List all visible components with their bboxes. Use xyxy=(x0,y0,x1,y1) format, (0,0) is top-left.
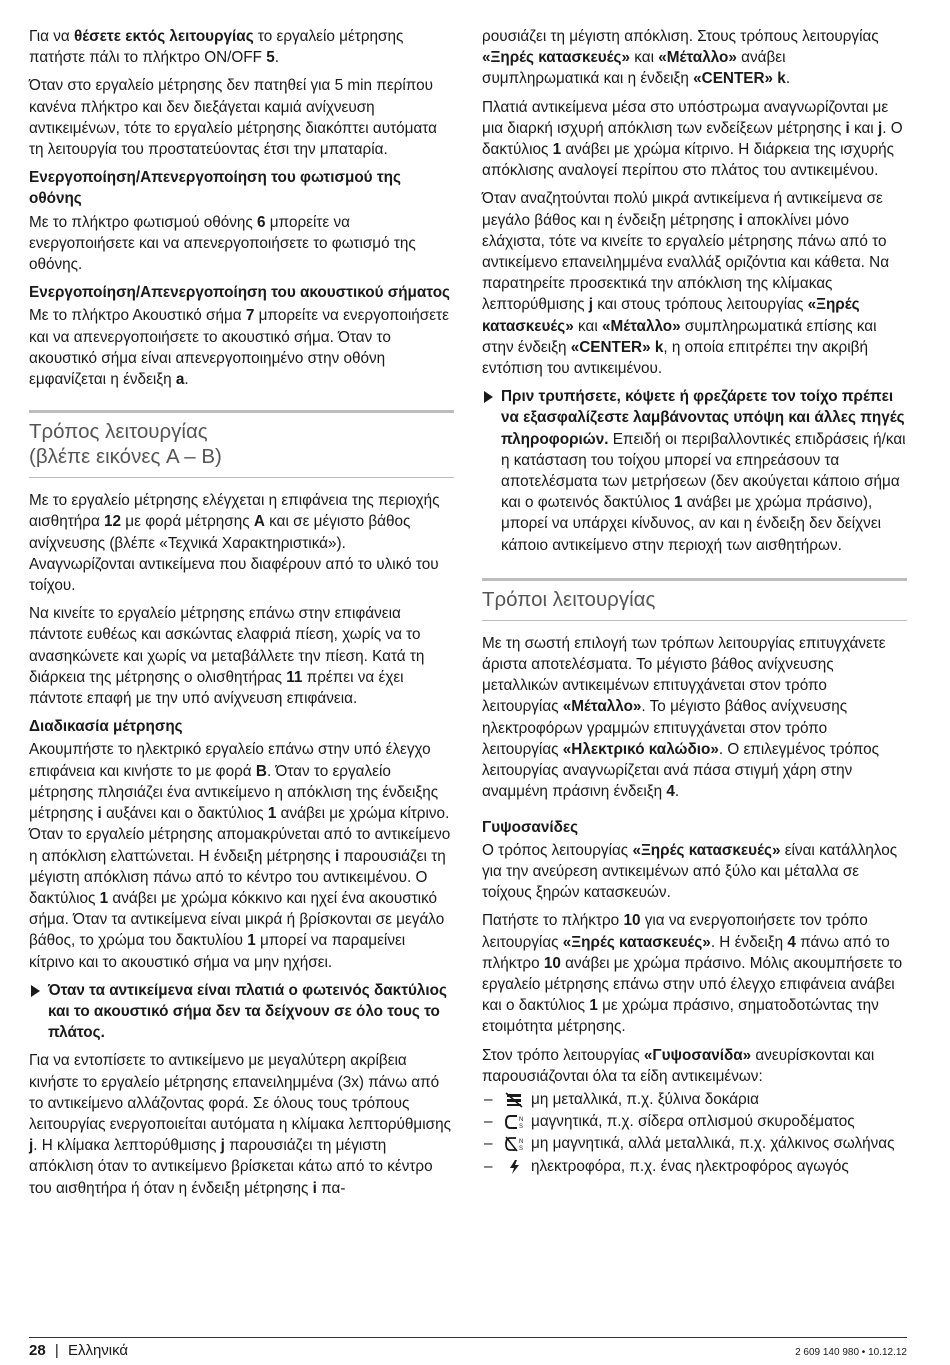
arrow-bullet-icon xyxy=(31,985,40,997)
paragraph-center-display: ρουσιάζει τη μέγιστη απόκλιση. Στους τρόπους λειτουργίας «Ξηρές κατασκευές» και «Μέταλλο» ανάβει συμπληρωματικά και η ένδειξη «CENTER» k. xyxy=(482,28,879,88)
paragraph-move-tool: Να κινείτε το εργαλείο μέτρησης επάνω στην επιφάνεια πάντοτε ευθέως και ασκώντας ελαφριά πίεση, χωρίς να το ανασηκώνετε και χωρίς να μεταβάλλετε την πίεση. Κατά τη διάρκεια της μέτρησης ο ολισθητήρας 11 πρέπει να έχει πάντοτε επαφή με την υπό ανίχνευση επιφάνεια. xyxy=(29,605,425,708)
paragraph-drywall-objects: Στον τρόπο λειτουργίας «Γυψοσανίδα» ανευρίσκονται και παρουσιάζονται όλα τα είδη αντικειμένων: xyxy=(482,1046,875,1085)
paragraph-display-light: Με το πλήκτρο φωτισμού οθόνης 6 μπορείτε να ενεργοποιήσετε και να απενεργοποιήσετε το φωτισμό της οθόνης. xyxy=(29,213,416,274)
list-item: – μη μεταλλικά, π.χ. ξύλινα δοκάρια xyxy=(484,1090,759,1108)
paragraph-switch-off: Για να θέσετε εκτός λειτουργίας το εργαλείο μέτρησης πατήστε πάλι το πλήκτρο ON/OFF 5. xyxy=(29,28,404,67)
non-magnetic-metal-icon xyxy=(504,1136,526,1152)
svg-text:S: S xyxy=(519,1124,524,1131)
paragraph-operation-intro: Με το εργαλείο μέτρησης ελέγχεται η επιφάνεια της περιοχής αισθητήρα 12 με φορά μέτρησης A και σε μέγιστο βάθος ανίχνευσης (βλέπε «Τεχνικά Χαρακτηριστικά»). Αναγνωρίζονται αντικείμενα που διαφέρουν από το υλικό του τοίχου. xyxy=(29,492,440,595)
paragraph-modes-intro: Με τη σωστή επιλογή των τρόπων λειτουργίας επιτυγχάνετε άριστα αποτελέσματα. Το μέγιστο βάθος ανίχνευσης μεταλλικών αντικειμένων επιτυγχάνεται στον τρόπο λειτουργίας «Μέταλλο». Το μέγιστο βάθος ανίχνευσης ηλεκτροφόρων γραμμών επιτυγχάνεται στον τρόπο λειτουργίας «Ηλεκτρικό καλώδιο». Ο επιλεγμένος τρόπος λειτουργίας αναγνωρίζεται ανά πάσα στιγμή χάρη στην αναμμένη πράσινη ένδειξη 4. xyxy=(482,634,886,801)
list-item: – ηλεκτροφόρα, π.χ. ένας ηλεκτροφόρος αγωγός xyxy=(484,1157,849,1175)
page-number: 28 xyxy=(29,1342,46,1359)
bullet-wide-objects: Όταν τα αντικείμενα είναι πλατιά ο φωτεινός δακτύλιος και το ακουστικό σήμα δεν τα δείχνουν σε όλο τους το πλάτος. xyxy=(29,980,454,1044)
paragraph-drywall-activate: Πατήστε το πλήκτρο 10 για να ενεργοποιήσετε τον τρόπο λειτουργίας «Ξηρές κατασκευές». Η ένδειξη 4 πάνω από το πλήκτρο 10 ανάβει με χρώμα πράσινο. Μόλις ακουμπήσετε το εργαλείο μέτρησης επάνω στην υπό έλεγχο επιφάνεια ανάβει και ο δακτύλιος 1 με χρώμα πράσινο, σηματοδοτώντας την ετοιμότητα μέτρησης. xyxy=(482,912,903,1036)
svg-text:N: N xyxy=(519,1117,524,1124)
svg-text:N: N xyxy=(519,1139,524,1146)
section-heading-operation: Τρόπος λειτουργίας (βλέπε εικόνες A – B) xyxy=(29,410,454,478)
paragraph-sound: Με το πλήκτρο Ακουστικό σήμα 7 μπορείτε να ενεργοποιήσετε και να απενεργοποιήσετε το ακουστικό σήμα. Όταν το ακουστικό σήμα είναι απενεργοποιημένο στην οθόνη εμφανίζεται η ένδειξη a. xyxy=(29,307,449,389)
magnetic-icon xyxy=(504,1114,526,1130)
arrow-bullet-icon xyxy=(484,391,493,403)
section-heading-modes: Τρόποι λειτουργίας xyxy=(482,578,907,621)
subheading-display-light: Ενεργοποίηση/Απενεργοποίηση του φωτισμού της οθόνης xyxy=(29,169,401,208)
live-wire-icon xyxy=(504,1159,526,1175)
paragraph-wide-objects: Πλατιά αντικείμενα μέσα στο υπόστρωμα αναγνωρίζονται με μια διαρκή ισχυρή απόκλιση των ενδείξεων μέτρησης i και j. Ο δακτύλιος 1 ανάβει με χρώμα κίτρινο. Η διάρκεια της ισχυρής απόκλισης αναλογεί περίπου στο πλάτος του αντικειμένου. xyxy=(482,98,903,180)
paragraph-locate-precise: Για να εντοπίσετε το αντικείμενο με μεγαλύτερη ακρίβεια κινήστε το εργαλείο μέτρησης επανειλημμένα (3x) πάνω από το αντικείμενο αλλάζοντας φορά. Σε όλους τους τρόπους λειτουργίας ενεργοποιείται αυτόματα η κλίμακα λεπτορύθμισης j. Η κλίμακα λεπτορύθμισης j παρουσιάζει τη μέγιστη απόκλιση όταν το αντικείμενο βρίσκεται κάτω από το κέντρο του αισθητήρα ή όταν η ένδειξη μέτρησης i πα- xyxy=(29,1052,451,1197)
left-column xyxy=(29,26,454,1206)
paragraph-auto-off: Όταν στο εργαλείο μέτρησης δεν πατηθεί για 5 min περίπου κανένα πλήκτρο και δεν διεξάγεται καμιά ανίχνευση αντικειμένων, τότε το εργαλείο μέτρησης διακόπτει αυτόματα τη λειτουργία του προστατεύοντας έτσι την μπαταρία. xyxy=(29,77,437,159)
non-metallic-icon xyxy=(504,1092,526,1108)
footer-language: Ελληνικά xyxy=(67,1342,129,1359)
list-item: – N S μη μαγνητικά, αλλά μεταλλικά, π.χ. χάλκινος σωλήνας xyxy=(484,1135,895,1153)
bullet-before-drilling: Πριν τρυπήσετε, κόψετε ή φρεζάρετε τον τοίχο πρέπει να εξασφαλίζεστε λαμβάνοντας υπόψη και άλλες πηγές πληροφοριών. Επειδή οι περιβαλλοντικές επιδράσεις ή/και η κατάσταση του τοίχου μπορεί να επηρεάσουν τα αποτελέσματα των μετρήσεων (δεν ακούγεται κάποιο σήμα και ο φωτεινός δακτύλιος 1 ανάβει με χρώμα πράσινο), μπορεί να υπάρχει κίνδυνος, αν και η ένδειξη δεν δείχνει κάποιο αντικείμενο στην περιοχή των αισθητήρων. xyxy=(482,386,907,556)
footer-rule xyxy=(29,1337,907,1338)
right-column xyxy=(482,26,907,1178)
footer-document-code: 2 609 140 980 • 10.12.12 xyxy=(795,1347,907,1358)
svg-text:S: S xyxy=(519,1146,524,1153)
subheading-procedure: Διαδικασία μέτρησης xyxy=(29,718,183,736)
footer-separator: | xyxy=(54,1342,59,1359)
footer-page-label xyxy=(29,1342,128,1359)
subheading-drywall: Γυψοσανίδες xyxy=(482,818,579,836)
paragraph-drywall-mode: Ο τρόπος λειτουργίας «Ξηρές κατασκευές» είναι κατάλληλος για την ανεύρεση αντικειμένων από ξύλο και μέταλλα σε τοίχους ξηρών κατασκευών. xyxy=(482,841,898,902)
paragraph-procedure: Ακουμπήστε το ηλεκτρικό εργαλείο επάνω στην υπό έλεγχο επιφάνεια και κινήστε το με φορά B. Όταν το εργαλείο μέτρησης πλησιάζει ένα αντικείμενο η απόκλιση της ένδειξης μέτρησης i αυξάνει και ο δακτύλιος 1 ανάβει με χρώμα κίτρινο. Όταν το εργαλείο μέτρησης απομακρύνεται από το αντικείμενο η απόκλιση ελαττώνεται. Η ένδειξη μέτρησης i παρουσιάζει τη μέγιστη απόκλιση πάνω από το κέντρο του αντικειμένου. Ο δακτύλιος 1 ανάβει με χρώμα κόκκινο και ηχεί ένα ακουστικό σήμα. Όταν τα αντικείμενα είναι μικρά ή βρίσκονται σε μεγάλο βάθος, το χρώμα του δακτυλίου 1 μπορεί να παραμείνει κίτρινο και το ακουστικό σήμα να μην ηχήσει. xyxy=(29,741,451,971)
list-item: – N S μαγνητικά, π.χ. σίδερα οπλισμού σκυροδέματος xyxy=(484,1113,855,1131)
paragraph-small-objects: Όταν αναζητούνται πολύ μικρά αντικείμενα ή αντικείμενα σε μεγάλο βάθος και η ένδειξη μέτρησης i αποκλίνει μόνο ελάχιστα, τότε να κινείτε το εργαλείο μέτρησης πάνω από το αντικείμενο επανειλημμένα εναλλάξ οριζόντια και κάθετα. Να παρατηρείτε προσεκτικά την απόκλιση της κλίμακας λεπτορύθμισης j και στους τρόπους λειτουργίας «Ξηρές κατασκευές» και «Μέταλλο» συμπληρωματικά επίσης και στην ένδειξη «CENTER» k, η οποία επιτρέπει την ακριβή εντόπιση του αντικειμένου. xyxy=(482,190,890,378)
subheading-sound: Ενεργοποίηση/Απενεργοποίηση του ακουστικού σήματος xyxy=(29,284,450,302)
